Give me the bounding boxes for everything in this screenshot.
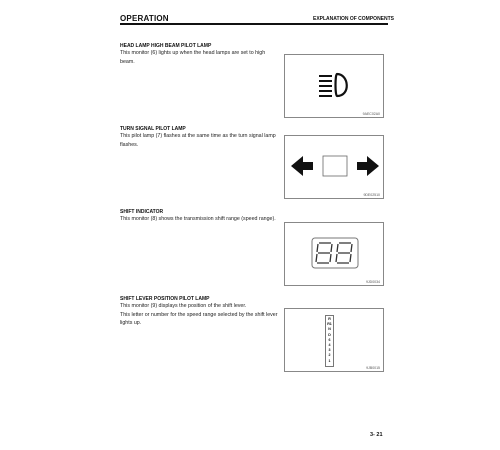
- figure-code: 9JD0034: [365, 280, 380, 284]
- turn-signal-arrows-icon: [289, 150, 381, 182]
- shift-position: N: [328, 327, 331, 332]
- header-chapter-title: EXPLANATION OF COMPONENTS: [313, 16, 395, 22]
- section-title-shift-lever: SHIFT LEVER POSITION PILOT LAMP: [120, 296, 210, 302]
- seven-segment-display-icon: [311, 237, 359, 269]
- body-line: This pilot lamp (7) flashes at the same time as the turn signal lamp: [120, 133, 276, 139]
- shift-position: D: [328, 332, 331, 337]
- indicator-window: [323, 156, 347, 176]
- section-title-turn-signal: TURN SIGNAL PILOT LAMP: [120, 126, 186, 132]
- body-line: This monitor (6) lights up when the head lamps are set to high: [120, 50, 266, 56]
- shift-position: R: [328, 317, 331, 321]
- body-line: This monitor (8) shows the transmission shift range (speed range).: [120, 216, 276, 222]
- shift-position: R1: [327, 322, 332, 327]
- body-line: flashes.: [120, 141, 139, 148]
- page-number: 3- 21: [370, 432, 383, 438]
- shift-position: 4: [328, 343, 331, 348]
- figure-shift-lever: [284, 308, 384, 372]
- section-body-high-beam: [120, 49, 265, 66]
- section-title-shift-indicator: SHIFT INDICATOR: [120, 209, 164, 215]
- figure-code: 9AEC02A0: [362, 112, 380, 116]
- high-beam-icon: [315, 71, 355, 99]
- arrow-right-icon: [357, 156, 379, 176]
- section-body-turn-signal: [120, 132, 276, 149]
- section-title-high-beam: HEAD LAMP HIGH BEAM PILOT LAMP: [120, 43, 212, 49]
- header-section-title: OPERATION: [120, 14, 169, 23]
- figure-turn-signal: [284, 135, 384, 199]
- shift-position: 2: [328, 353, 331, 358]
- figure-code: 9JB0015: [366, 366, 380, 370]
- figure-code: 9DE02510: [363, 193, 380, 197]
- shift-position: 6: [328, 337, 331, 342]
- section-body-shift-lever: [120, 302, 278, 328]
- figure-high-beam: [284, 54, 384, 118]
- body-line: This letter or number for the speed range selected by the shift lever: [120, 311, 278, 318]
- body-line: beam.: [120, 58, 135, 65]
- shift-lever-strip-icon: [325, 315, 334, 367]
- body-line: lights up.: [120, 320, 142, 326]
- shift-position: 1: [328, 358, 331, 363]
- section-body-shift-indicator: [120, 215, 276, 224]
- figure-shift-indicator: [284, 222, 384, 286]
- header-rule: [120, 23, 388, 25]
- shift-position: 3: [328, 348, 331, 353]
- arrow-left-icon: [291, 156, 313, 176]
- body-line: This monitor (9) displays the position of the shift lever.: [120, 303, 247, 309]
